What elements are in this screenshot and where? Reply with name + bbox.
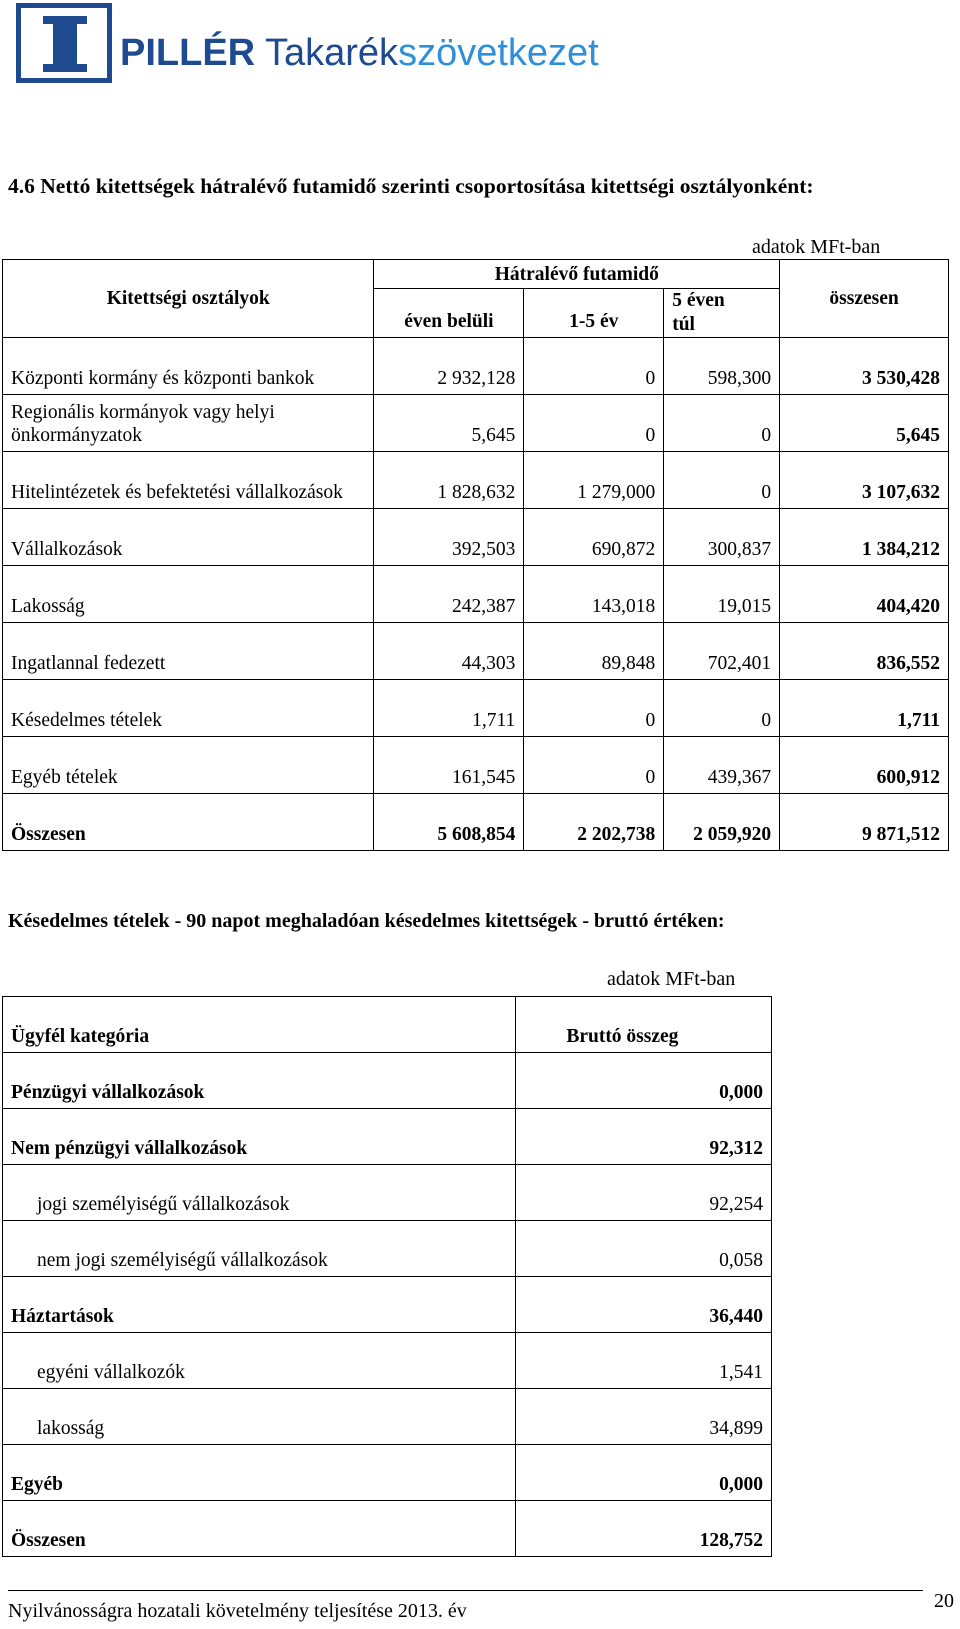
table-row [3, 338, 949, 395]
table-header-row [3, 997, 772, 1053]
row-label: Egyéb [3, 1445, 516, 1501]
footer-divider [8, 1590, 923, 1591]
sum-value: 5 608,854 [374, 794, 524, 851]
header-class: Kitettségi osztályok [3, 260, 374, 338]
cell-total: 3 107,632 [780, 452, 949, 509]
cell-value: 2 932,128 [374, 338, 524, 395]
sum-value: 2 059,920 [664, 794, 780, 851]
header-col3: 5 éven túl [664, 289, 780, 338]
cell-value: 92,254 [516, 1165, 772, 1221]
row-label: Összesen [3, 1501, 516, 1557]
cell-value: 0,000 [516, 1053, 772, 1109]
cell-value: 0 [524, 395, 664, 452]
header-col2: 1-5 év [524, 289, 664, 338]
cell-total: 1,711 [780, 680, 949, 737]
cell-value: 0 [664, 452, 780, 509]
cell-value: 242,387 [374, 566, 524, 623]
cell-value: 1,541 [516, 1333, 772, 1389]
table-row [3, 1277, 772, 1333]
table-row [3, 452, 949, 509]
table-row [3, 1053, 772, 1109]
table-sum-row [3, 1501, 772, 1557]
table-row [3, 509, 949, 566]
row-label: egyéni vállalkozók [3, 1333, 516, 1389]
cell-value: 0 [664, 395, 780, 452]
row-label: Központi kormány és központi bankok [3, 338, 374, 395]
cell-total: 404,420 [780, 566, 949, 623]
cell-total: 836,552 [780, 623, 949, 680]
logo-wordmark: PILLÉR Takarékszövetkezet [120, 32, 599, 74]
unit-note: adatok MFt-ban [752, 236, 881, 258]
logo-mark [16, 3, 112, 83]
cell-value: 0 [664, 680, 780, 737]
cell-value: 702,401 [664, 623, 780, 680]
table-row [3, 566, 949, 623]
row-label: Háztartások [3, 1277, 516, 1333]
row-label: Nem pénzügyi vállalkozások [3, 1109, 516, 1165]
table-row [3, 680, 949, 737]
table-row [3, 1389, 772, 1445]
table-header-row [3, 260, 949, 289]
row-label: Hitelintézetek és befektetési vállalkozások [3, 452, 374, 509]
sum-value: 2 202,738 [524, 794, 664, 851]
cell-value: 392,503 [374, 509, 524, 566]
cell-total: 1 384,212 [780, 509, 949, 566]
cell-value: 0,000 [516, 1445, 772, 1501]
cell-value: 598,300 [664, 338, 780, 395]
cell-value: 143,018 [524, 566, 664, 623]
cell-value: 5,645 [374, 395, 524, 452]
cell-value: 44,303 [374, 623, 524, 680]
header-group: Hátralévő futamidő [374, 260, 780, 289]
row-label: Késedelmes tételek [3, 680, 374, 737]
table-row [3, 395, 949, 452]
cell-value: 1 828,632 [374, 452, 524, 509]
table-row [3, 1109, 772, 1165]
company-logo [16, 3, 716, 87]
cell-total: 5,645 [780, 395, 949, 452]
cell-total: 3 530,428 [780, 338, 949, 395]
overdue-exposure-table [2, 996, 772, 1557]
unit-note: adatok MFt-ban [607, 968, 736, 990]
row-label: nem jogi személyiségű vállalkozások [3, 1221, 516, 1277]
cell-value: 36,440 [516, 1277, 772, 1333]
cell-value: 19,015 [664, 566, 780, 623]
header-category: Ügyfél kategória [3, 997, 516, 1053]
row-label: jogi személyiségű vállalkozások [3, 1165, 516, 1221]
cell-value: 1 279,000 [524, 452, 664, 509]
table-row [3, 737, 949, 794]
cell-total: 600,912 [780, 737, 949, 794]
row-label: lakosság [3, 1389, 516, 1445]
row-label: Ingatlannal fedezett [3, 623, 374, 680]
table-row [3, 1165, 772, 1221]
table-row [3, 623, 949, 680]
sum-label: Összesen [3, 794, 374, 851]
row-label: Pénzügyi vállalkozások [3, 1053, 516, 1109]
table-row [3, 1333, 772, 1389]
header-total: összesen [780, 260, 949, 338]
table-sum-row [3, 794, 949, 851]
sum-total: 9 871,512 [780, 794, 949, 851]
exposure-maturity-table [2, 259, 949, 851]
cell-value: 0 [524, 680, 664, 737]
cell-value: 690,872 [524, 509, 664, 566]
cell-value: 0 [524, 737, 664, 794]
row-label: Egyéb tételek [3, 737, 374, 794]
section-heading: 4.6 Nettó kitettségek hátralévő futamidő szerinti csoportosítása kitettségi osztályonként: [8, 174, 814, 198]
table-row [3, 1221, 772, 1277]
cell-value: 34,899 [516, 1389, 772, 1445]
cell-value: 0 [524, 338, 664, 395]
cell-value: 128,752 [516, 1501, 772, 1557]
section-heading: Késedelmes tételek - 90 napot meghaladóan késedelmes kitettségek - bruttó értéken: [8, 910, 725, 932]
row-label: Lakosság [3, 566, 374, 623]
cell-value: 92,312 [516, 1109, 772, 1165]
cell-value: 1,711 [374, 680, 524, 737]
cell-value: 161,545 [374, 737, 524, 794]
header-col1: éven belüli [374, 289, 524, 338]
row-label: Regionális kormányok vagy helyi önkormányzatok [3, 395, 374, 452]
footer-text: Nyilvánosságra hozatali követelmény teljesítése 2013. év [8, 1600, 467, 1622]
header-amount: Bruttó összeg [516, 997, 772, 1053]
table-row [3, 1445, 772, 1501]
cell-value: 89,848 [524, 623, 664, 680]
row-label: Vállalkozások [3, 509, 374, 566]
cell-value: 300,837 [664, 509, 780, 566]
cell-value: 0,058 [516, 1221, 772, 1277]
cell-value: 439,367 [664, 737, 780, 794]
page-number: 20 [934, 1590, 954, 1612]
